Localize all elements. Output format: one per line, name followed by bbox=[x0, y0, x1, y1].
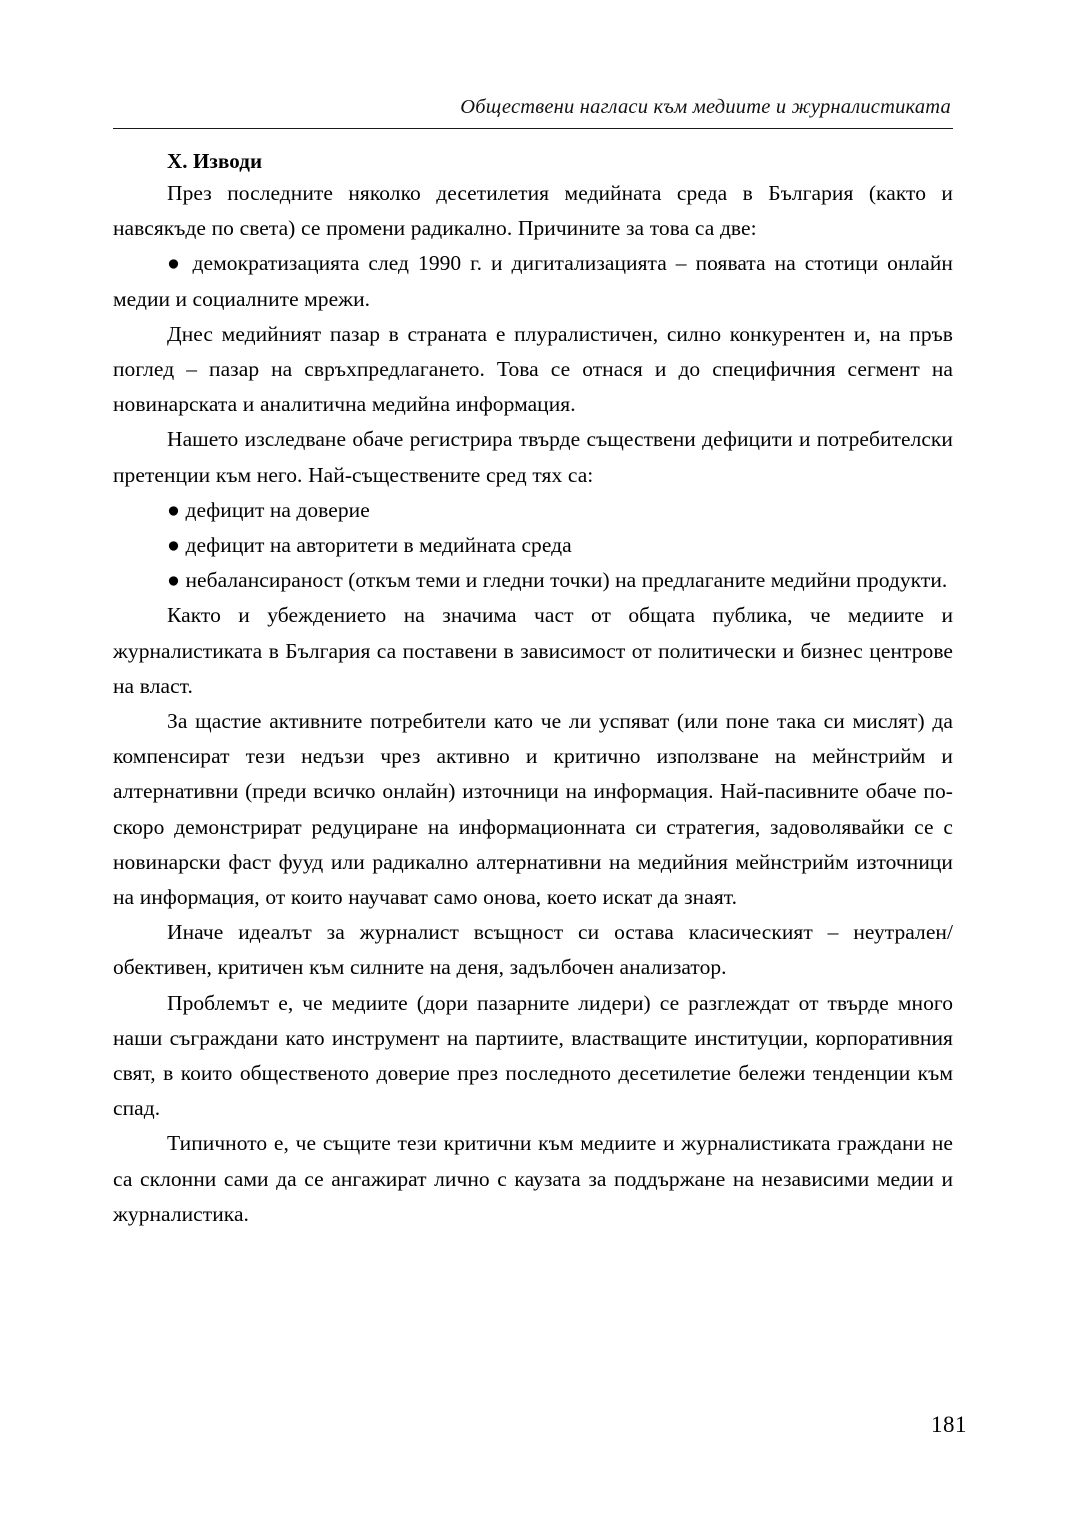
running-head: Обществени нагласи към медиите и журналистиката bbox=[460, 96, 951, 118]
paragraph-1: През последните няколко десетилетия медийната среда в България (както и навсякъде по света) се промени радикално. Причините за това са две: bbox=[113, 181, 953, 241]
paragraph-5-bullet: ● дефицит на доверие bbox=[167, 497, 370, 522]
paragraph-2-bullet: ● демократизацията след 1990 г. и дигитализацията – появата на стотици онлайн медии и социалните мрежи. bbox=[113, 251, 953, 311]
page-title: X. Изводи bbox=[167, 149, 263, 173]
header-divider bbox=[113, 128, 953, 129]
paragraph-3: Днес медийният пазар в страната е плуралистичен, силно конкурентен и, на пръв поглед – пазар на свръхпредлагането. Това се отнася и до специфичния сегмент на новинарската и аналитична медийна информация. bbox=[113, 321, 953, 417]
paragraph-12: Типичното е, че същите тези критични към медиите и журналистиката граждани не са склонни сами да се ангажират лично с каузата за поддържане на независими медии и журналистика. bbox=[113, 1131, 953, 1226]
page-content bbox=[113, 96, 953, 1232]
paragraph-4: Нашето изследване обаче регистрира твърде съществени дефицити и потребителски претенции към него. Най-съществените сред тях са: bbox=[113, 427, 953, 487]
paragraph-10: Иначе идеалът за журналист всъщност си остава класическият – неутрален/обективен, критичен към силните на деня, задълбочен анализатор. bbox=[113, 920, 953, 980]
paragraph-11: Проблемът е, че медиите (дори пазарните лидери) се разглеждат от твърде много наши съграждани като инструмент на партиите, властващите институции, корпоративния свят, в които общественото доверие през последното десетилетие бележи тенденции към спад. bbox=[113, 990, 953, 1121]
paragraph-9: За щастие активните потребители като че ли успяват (или поне така си мислят) да компенсират тези недъзи чрез активно и критично използване на мейнстрийм и алтернативни (преди всичко онлайн) източници на информация. Най-пасивните обаче по-скоро демонстрират редуциране на информационната си стратегия, задоволявайки се с новинарски фаст фууд или радикално алтернативни на медийния мейнстрийм източници на информация, от които научават само онова, което искат да знаят. bbox=[113, 709, 953, 910]
paragraph-8: Както и убеждението на значима част от общата публика, че медиите и журналистиката в България са поставени в зависимост от политически и бизнес центрове на власт. bbox=[113, 603, 953, 698]
page-number: 181 bbox=[931, 1412, 967, 1437]
paragraph-6-bullet: ● дефицит на авторитети в медийната среда bbox=[167, 533, 572, 558]
paragraph-7-bullet: ● небалансираност (откъм теми и гледни точки) на предлаганите медийни продукти. bbox=[167, 568, 948, 593]
